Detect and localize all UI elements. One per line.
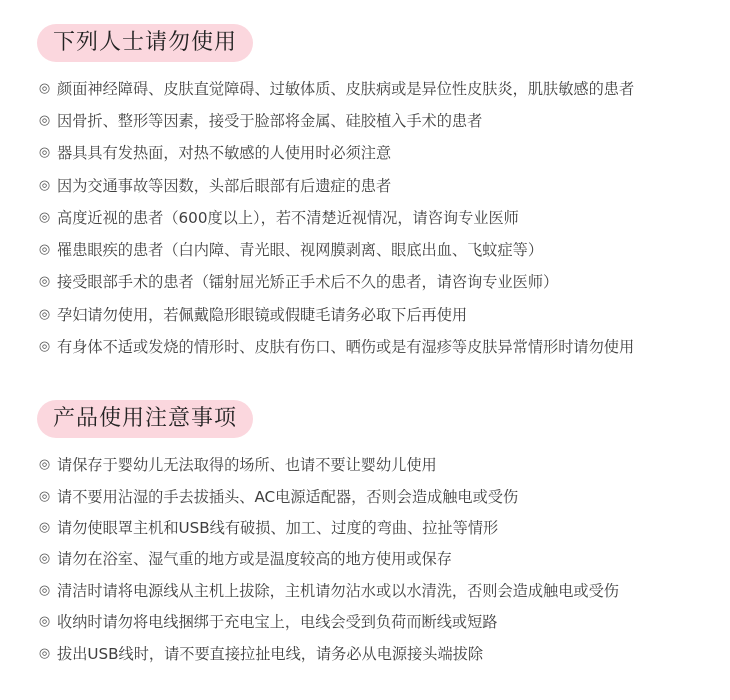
list-item [0, 233, 730, 265]
list-item [0, 330, 730, 362]
double-circle-bullet-icon: ◎ [38, 339, 51, 355]
list-item [0, 266, 730, 298]
double-circle-bullet-icon: ◎ [38, 209, 51, 225]
list-item-text: 器具具有发热面，对热不敏感的人使用时必须注意 [57, 144, 392, 163]
double-circle-bullet-icon: ◎ [38, 614, 51, 630]
list-item [0, 104, 730, 136]
list-item [0, 72, 730, 104]
double-circle-bullet-icon: ◎ [38, 112, 51, 128]
list-item [0, 512, 730, 543]
list-item [0, 606, 730, 637]
usage-precautions-list [0, 449, 730, 669]
double-circle-bullet-icon: ◎ [38, 274, 51, 290]
list-item [0, 480, 730, 511]
double-circle-bullet-icon: ◎ [38, 519, 51, 535]
list-item-text: 罹患眼疾的患者（白内障、青光眼、视网膜剥离、眼底出血、飞蚊症等） [57, 241, 543, 260]
double-circle-bullet-icon: ◎ [38, 457, 51, 473]
list-item-text: 高度近视的患者（600度以上），若不清楚近视情况，请咨询专业医师 [57, 208, 519, 227]
list-item-text: 接受眼部手术的患者（镭射屈光矫正手术后不久的患者，请咨询专业医师） [57, 273, 559, 292]
double-circle-bullet-icon: ◎ [38, 80, 51, 96]
list-item-text: 有身体不适或发烧的情形时、皮肤有伤口、晒伤或是有湿疹等皮肤异常情形时请勿使用 [57, 338, 635, 357]
list-item-text: 清洁时请将电源线从主机上拔除，主机请勿沾水或以水清洗，否则会造成触电或受伤 [57, 581, 619, 600]
double-circle-bullet-icon: ◎ [38, 242, 51, 258]
double-circle-bullet-icon: ◎ [38, 488, 51, 504]
list-item-text: 收纳时请勿将电线捆绑于充电宝上，电线会受到负荷而断线或短路 [57, 613, 498, 632]
list-item [0, 543, 730, 574]
list-item [0, 137, 730, 169]
list-item-text: 请勿在浴室、湿气重的地方或是温度较高的地方使用或保存 [57, 550, 452, 569]
double-circle-bullet-icon: ◎ [38, 145, 51, 161]
list-item-text: 拔出USB线时，请不要直接拉扯电线，请务必从电源接头端拔除 [57, 644, 484, 663]
section-title: 下列人士请勿使用 [37, 24, 253, 62]
list-item [0, 575, 730, 606]
double-circle-bullet-icon: ◎ [38, 306, 51, 322]
list-item [0, 637, 730, 668]
list-item [0, 201, 730, 233]
section-usage-precautions [0, 400, 730, 669]
double-circle-bullet-icon: ◎ [38, 551, 51, 567]
list-item [0, 449, 730, 480]
list-item-text: 请保存于婴幼儿无法取得的场所、也请不要让婴幼儿使用 [57, 456, 437, 475]
double-circle-bullet-icon: ◎ [38, 582, 51, 598]
double-circle-bullet-icon: ◎ [38, 645, 51, 661]
list-item-text: 孕妇请勿使用，若佩戴隐形眼镜或假睫毛请务必取下后再使用 [57, 305, 468, 324]
restricted-users-list [0, 72, 730, 363]
list-item-text: 请勿使眼罩主机和USB线有破损、加工、过度的弯曲、拉扯等情形 [57, 518, 499, 537]
double-circle-bullet-icon: ◎ [38, 177, 51, 193]
list-item-text: 请不要用沾湿的手去拔插头、AC电源适配器，否则会造成触电或受伤 [57, 487, 519, 506]
list-item-text: 颜面神经障碍、皮肤直觉障碍、过敏体质、皮肤病或是异位性皮肤炎，肌肤敏感的患者 [57, 79, 635, 98]
list-item [0, 169, 730, 201]
list-item-text: 因骨折、整形等因素，接受于脸部将金属、硅胶植入手术的患者 [57, 111, 483, 130]
list-item-text: 因为交通事故等因数，头部后眼部有后遗症的患者 [57, 176, 392, 195]
section-title: 产品使用注意事项 [37, 400, 253, 438]
section-restricted-users [0, 24, 730, 363]
list-item [0, 298, 730, 330]
